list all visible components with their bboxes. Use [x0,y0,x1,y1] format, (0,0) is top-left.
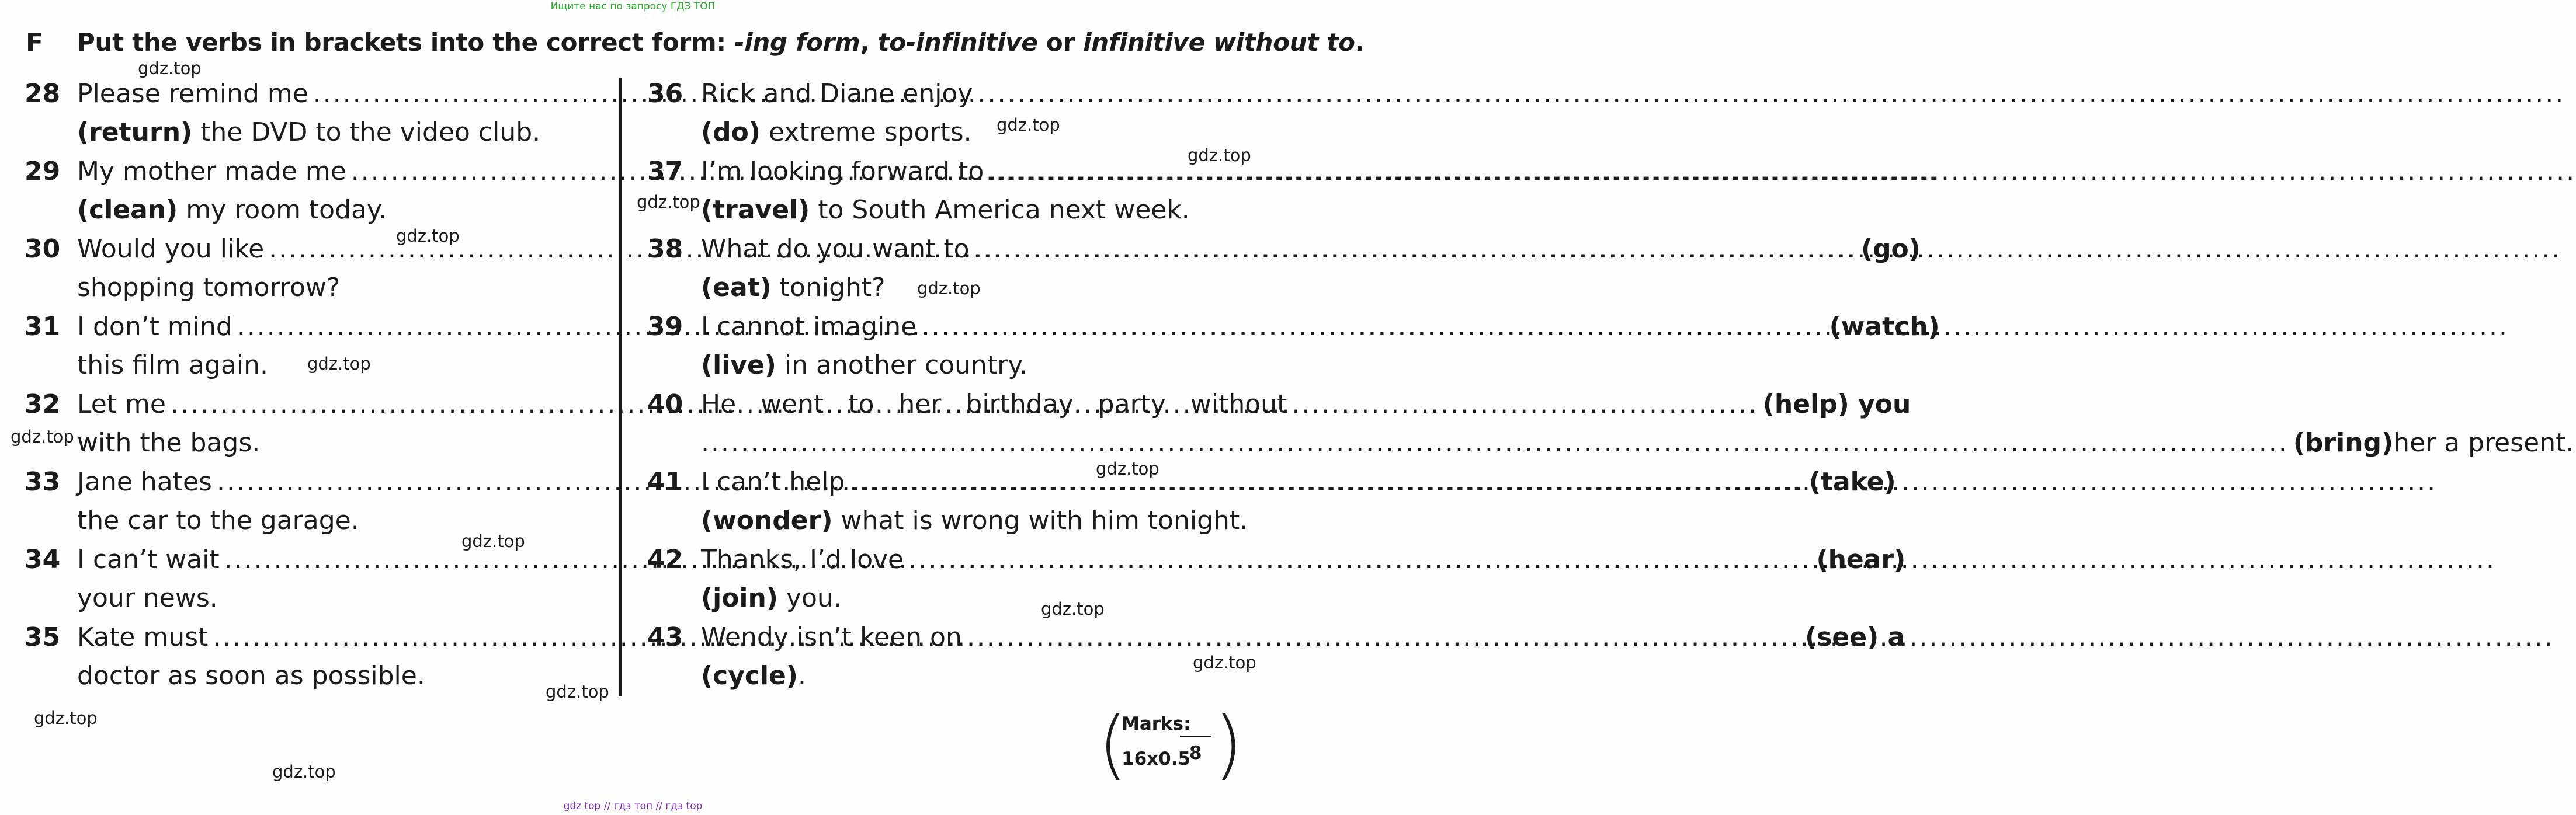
watermark-text: gdz.top [1096,459,1159,479]
watermark-text: gdz.top [307,354,371,374]
item-line-2 [701,581,842,615]
exercise-item-29 [25,155,609,233]
item-line-2 [701,504,1248,538]
item-number: 38 [647,234,683,264]
item-number: 28 [25,79,61,109]
verb-cue: (hear) [1816,545,1906,574]
instruction-ing-form: -ing form [734,28,860,57]
item-prompt: Please remind me [77,79,308,109]
exercise-item-37 [647,155,1231,233]
item-line-1 [77,155,626,189]
verb-cue: (clean) [77,195,178,225]
item-prompt: I cannot imagine [701,312,917,342]
exercise-instruction [77,28,1364,57]
answer-blank[interactable] [849,465,2437,499]
verb-cue: (do) [701,117,761,147]
item-prompt: Thanks, I’d love [701,545,904,574]
watermark-text: gdz.top [272,762,336,782]
item-continuation: with the bags. [77,428,261,458]
item-number: 31 [25,312,61,342]
exercise-item-36 [647,77,1231,155]
verb-cue: (wonder) [701,506,833,535]
watermark-text: gdz.top [34,708,98,728]
verb-cue: (return) [77,117,193,147]
item-number: 30 [25,234,61,264]
watermark-text: gdz.top [1193,653,1256,673]
item-line-1 [701,77,1233,111]
watermark-text: gdz.top [1188,145,1251,165]
item-line-1 [701,543,1233,577]
item-continuation: shopping tomorrow? [77,273,341,302]
item-line-2 [701,271,886,305]
item-number: 42 [647,545,683,574]
exercise-item-43 [647,621,1231,699]
verb-cue: (cycle) [701,661,798,691]
item-line-2 [701,193,1190,227]
item-line-1 [701,621,1233,654]
instruction-plain: Put the verbs in brackets into the correct form: [77,28,735,57]
instruction-comma: , [860,28,878,57]
item-continuation: this film again. [77,350,269,380]
item-prompt: Jane hates [77,467,212,497]
exercise-item-28 [25,77,609,155]
verb-cue: (bring) [2293,428,2394,458]
item-line-1 [77,77,626,111]
exercise-item-39 [647,310,1231,388]
item-prompt: He went to her birthday party without [701,389,1287,419]
item-line-2 [701,116,972,149]
watermark-text: gdz.top [138,58,202,78]
watermark-text: gdz.top [461,531,525,551]
exercise-item-38 [647,232,1231,311]
verb-cue: (help) you [1762,389,1911,419]
search-hint-banner: Ищите нас по запросу ГДЗ ТОП [550,1,716,12]
watermark-text: gdz.top [1041,599,1105,619]
instruction-bare-infinitive: infinitive without to [1083,28,1355,57]
item-line-1 [701,310,1233,344]
item-line-1 [701,155,1233,189]
item-prompt: My mother made me [77,156,346,186]
item-prompt: What do you want to [701,234,970,264]
item-number: 41 [647,467,683,497]
watermark-text: gdz.top [11,427,74,447]
item-continuation: . [798,661,806,691]
item-line-2 [77,271,340,305]
verb-cue: (join) [701,583,778,613]
item-number: 43 [647,622,683,652]
item-continuation: tonight? [771,273,886,302]
instruction-to-infinitive: to-infinitive [877,28,1038,57]
verb-cue: (eat) [701,273,772,302]
item-prompt: I can’t wait [77,545,220,574]
item-line-2 [77,426,260,460]
verb-cue: (live) [701,350,776,380]
watermark-text: gdz.top [637,192,700,212]
marks-total: 8 [1189,743,1202,764]
item-prompt: I’m looking forward to [701,156,984,186]
left-parenthesis: ( [1098,701,1127,788]
item-line-2 [701,659,806,693]
item-line-2 [77,349,268,382]
answer-blank[interactable] [977,77,2565,111]
verb-cue: (take) [1808,467,1896,497]
item-line-2 [77,116,540,149]
item-continuation: what is wrong with him tonight. [832,506,1248,535]
item-number: 29 [25,156,61,186]
verb-cue: (watch) [1829,312,1940,342]
item-line-2 [77,504,359,538]
marks-fraction-line [1180,736,1211,737]
item-continuation: to South America next week. [810,195,1190,225]
item-line-2 [77,193,387,227]
item-prompt: Let me [77,389,166,419]
verb-cue: (go) [1860,234,1921,264]
item-number: 40 [647,389,683,419]
item-continuation: doctor as soon as possible. [77,661,425,691]
watermark-text: gdz.top [997,115,1060,135]
watermark-text: gdz.top [396,226,460,246]
item-line-2 [701,426,2574,460]
answer-blank[interactable] [701,426,2289,460]
item-number: 34 [25,545,61,574]
item-continuation: extreme sports. [760,117,972,147]
section-letter: F [26,28,44,58]
item-line-1 [701,388,1287,422]
item-continuation: in another country. [776,350,1028,380]
item-line-2 [77,659,425,693]
verb-cue: (travel) [701,195,810,225]
answer-blank[interactable] [908,543,2496,577]
item-number: 32 [25,389,61,419]
item-prompt: I don’t mind [77,312,232,342]
item-number: 35 [25,622,61,652]
item-continuation: the DVD to the video club. [192,117,541,147]
watermark-text: gdz.top [546,682,609,702]
instruction-period: . [1355,28,1365,57]
marks-calculation: 16x0.5 [1122,748,1191,769]
marks-label: Marks: [1122,713,1191,734]
item-line-1 [701,232,1233,266]
item-continuation: my room today. [178,195,387,225]
item-prompt: Kate must [77,622,209,652]
instruction-or: or [1037,28,1084,57]
marks-box [1098,701,1243,788]
watermark-text: gdz.top [917,278,981,298]
item-continuation: your news. [77,583,218,613]
item-continuation: you. [777,583,842,613]
verb-cue: (see) a [1805,622,1905,652]
footer-watermark-links: gdz top // гдз топ // гдз top [563,800,703,812]
item-line-2 [701,349,1027,382]
item-number: 33 [25,467,61,497]
exercise-item-42 [647,543,1231,621]
answer-blank[interactable] [921,310,2509,344]
item-number: 36 [647,79,683,109]
item-line-2 [77,581,218,615]
item-number: 39 [647,312,683,342]
item-prompt: Rick and Diane enjoy [701,79,973,109]
item-continuation: the car to the garage. [77,506,359,535]
item-continuation: her a present. [2393,428,2574,458]
item-prompt: Would you like [77,234,265,264]
right-parenthesis: ) [1214,701,1243,788]
item-prompt: Wendy isn’t keen on [701,622,962,652]
item-number: 37 [647,156,683,186]
answer-blank[interactable] [974,232,2562,266]
answer-blank[interactable] [967,621,2554,654]
item-prompt: I can’t help [701,467,845,497]
